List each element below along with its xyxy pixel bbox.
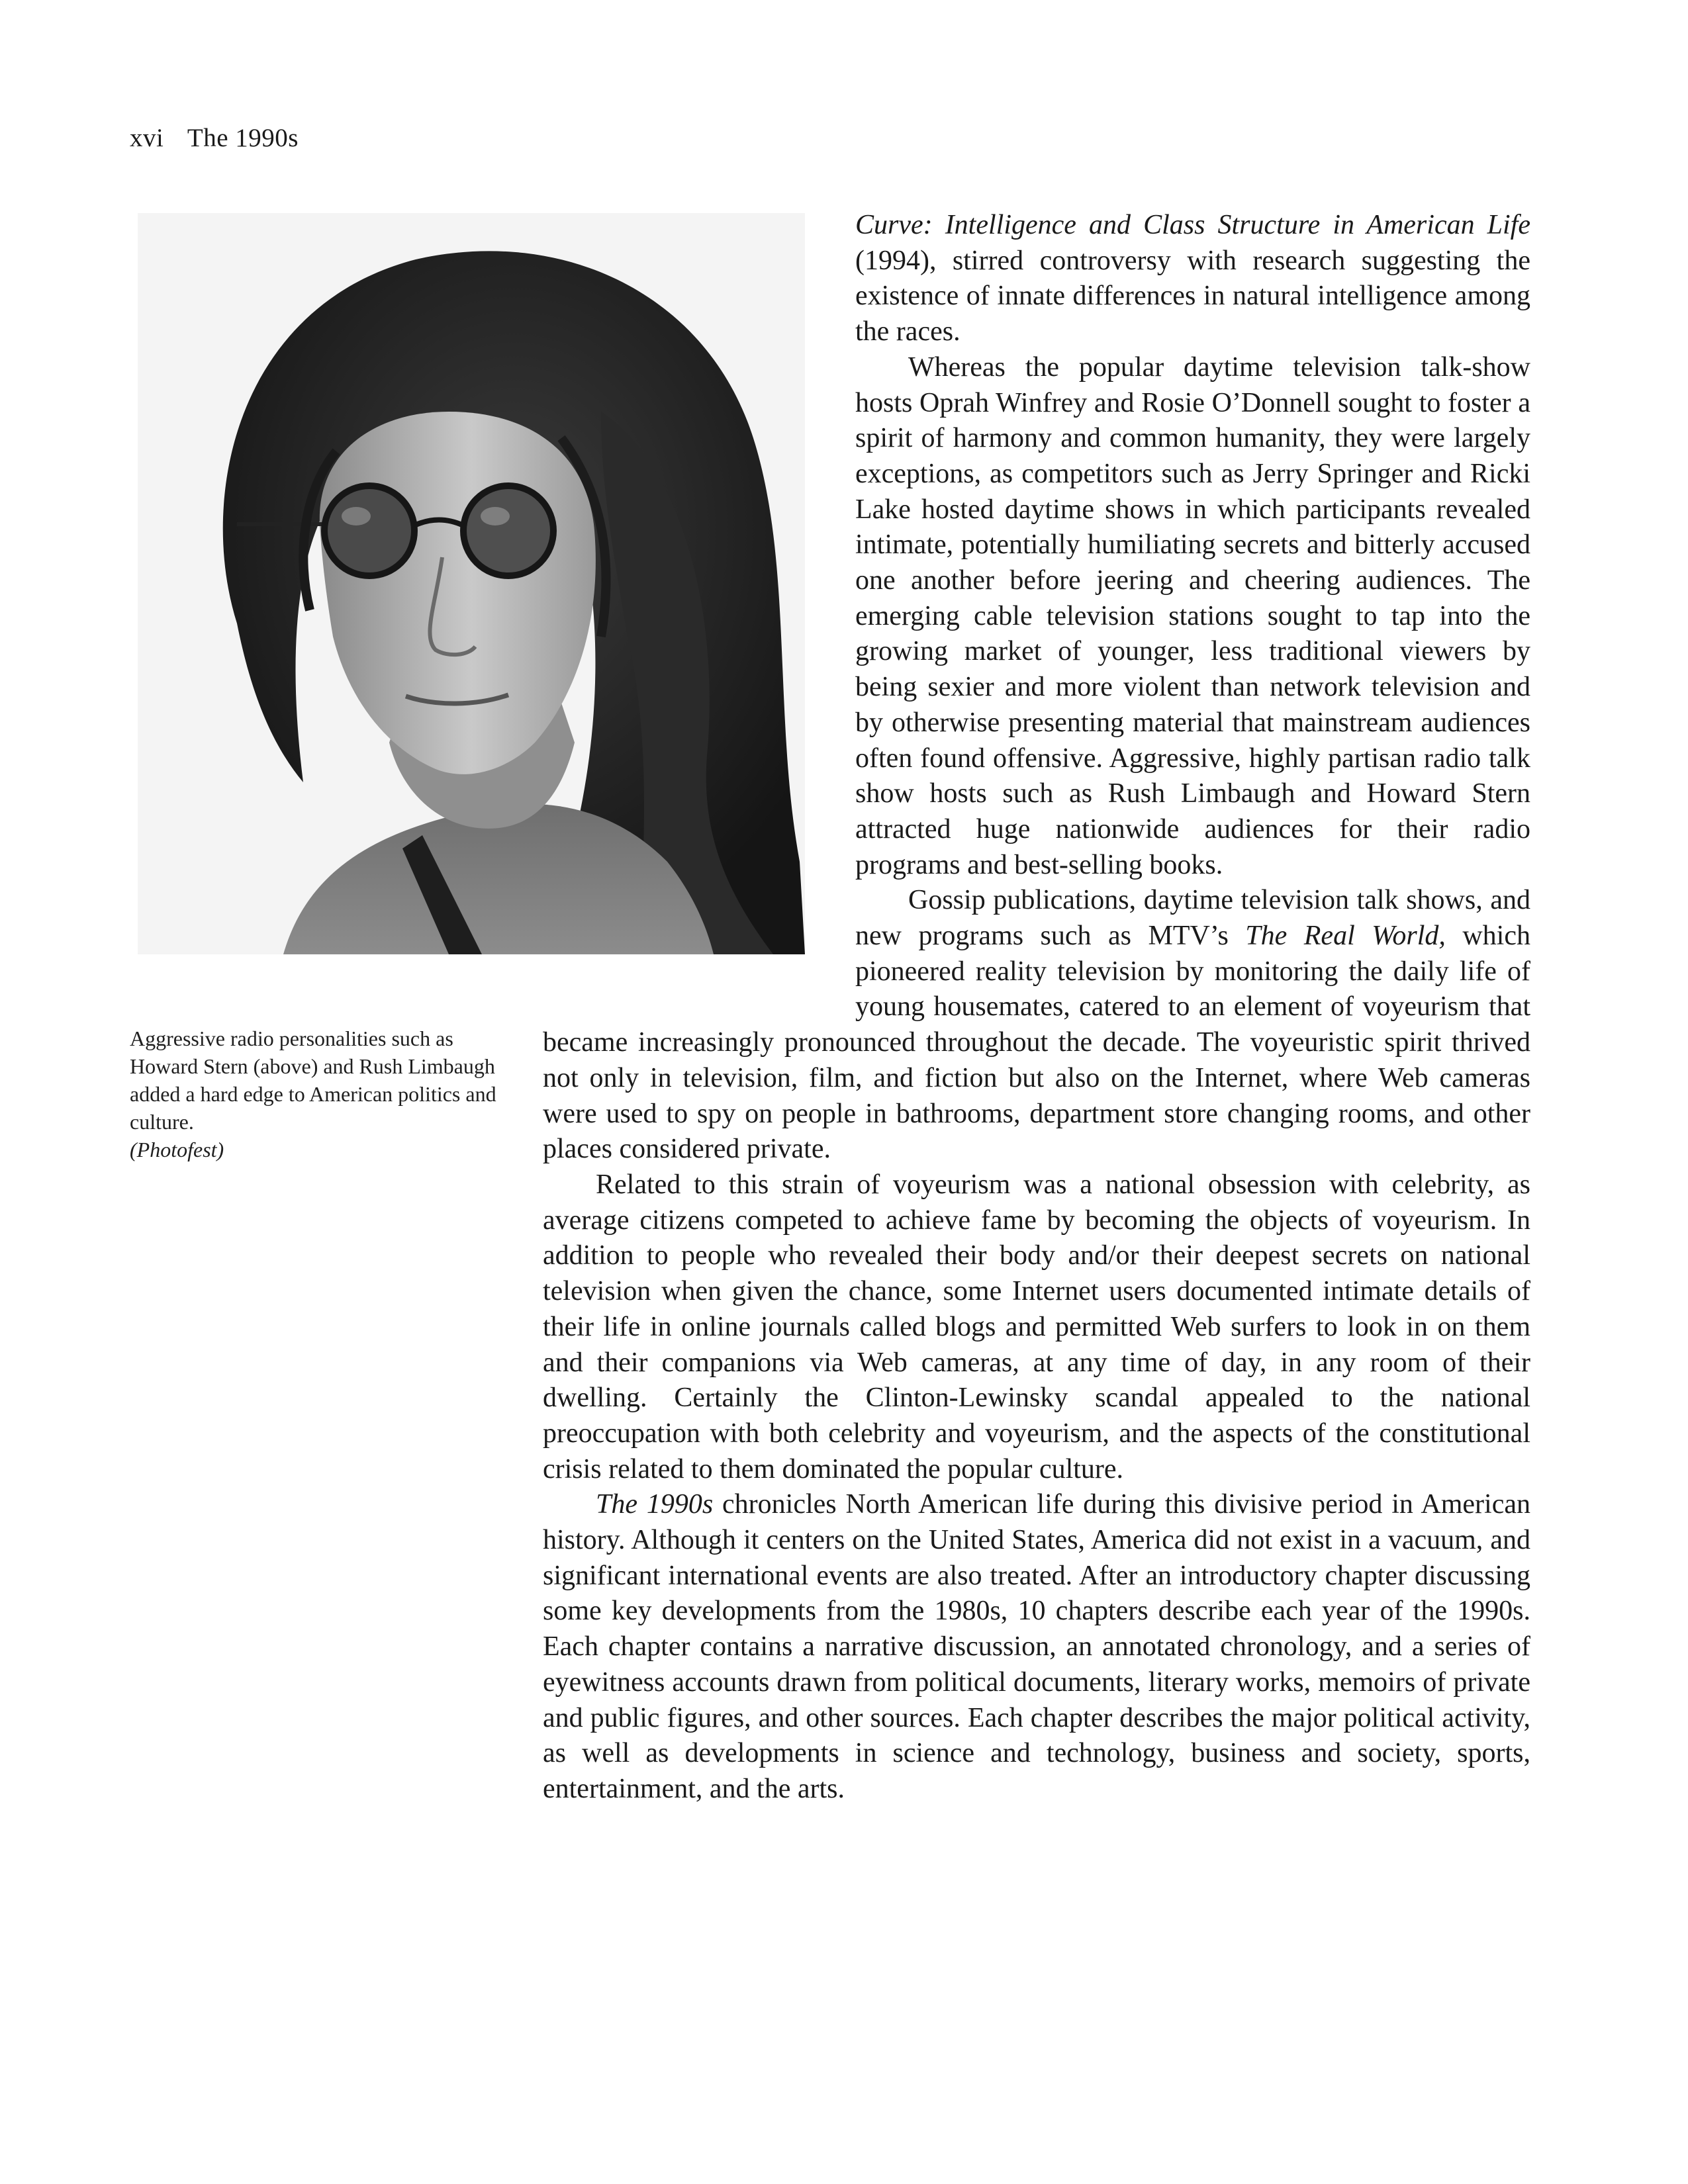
paragraph-3: Gossip publications, daytime television talk shows, and new programs such as MTV’s The Real World, which pioneered reality television by monitoring the daily life of young housemates, catered to an element of voyeurism that became increasingly pronounced throughout the decade. The voyeuristic spirit thrived not only in television, film, and fiction but also on the Internet, where Web cameras were used to spy on people in bathrooms, department store changing rooms, and other places considered private. bbox=[543, 885, 1530, 1165]
book-title-1990s: The 1990s bbox=[596, 1489, 714, 1520]
book-title: Curve: Intelligence and Class Structure in American Life bbox=[855, 210, 1530, 240]
running-title: The 1990s bbox=[187, 124, 299, 152]
paragraph-1: Curve: Intelligence and Class Structure in American Life (1994), stirred controversy with research suggesting the existence of innate differences in natural intelligence among the races. bbox=[855, 210, 1530, 347]
photo-caption bbox=[130, 1024, 500, 1163]
paragraph-5: The 1990s chronicles North American life during this divisive period in American history. Although it centers on the United States, America did not exist in a vacuum, and significant international events are also treated. After an introductory chapter discussing some key developments from the 1980s, 10 chapters describe each year of the 1990s. Each chapter contains a narrative discussion, an annotated chronology, and a series of eyewitness accounts drawn from political documents, literary works, memoirs of private and public figures, and other sources. Each chapter describes the major political activity, as well as developments in science and technology, business and society, sports, entertainment, and the arts. bbox=[543, 1489, 1530, 1804]
show-title: The Real World, bbox=[1245, 921, 1446, 952]
paragraph-2: Whereas the popular daytime television talk-show hosts Oprah Winfrey and Rosie O’Donnell sought to foster a spirit of harmony and common humanity, they were largely exceptions, as competitors such as Jerry Springer and Ricki Lake hosted daytime shows in which participants revealed intimate, potentially humiliating secrets and bitterly accused one another before jeering and cheering audiences. The emerging cable television stations sought to tap into the growing market of younger, less traditional viewers by being sexier and more violent than network television and by otherwise presenting material that mainstream audiences often found offensive. Aggressive, highly partisan radio talk show hosts such as Rush Limbaugh and Howard Stern attracted huge nationwide audiences for their radio programs and best-selling books. bbox=[855, 351, 1530, 880]
running-head bbox=[130, 123, 299, 153]
caption-text: Aggressive radio personalities such as Howard Stern (above) and Rush Limbaugh added a hard edge to American politics and culture. bbox=[130, 1026, 496, 1134]
paragraph-4: Related to this strain of voyeurism was a national obsession with celebrity, as average citizens competed to achieve fame by becoming the objects of voyeurism. In addition to people who revealed their body and/or their deepest secrets on national television when given the chance, some Internet users documented intimate details of their life in online journals called blogs and permitted Web surfers to look in on them and their companions via Web cameras, at any time of day, in any room of their dwelling. Certainly the Clinton-Lewinsky scandal appealed to the national preoccupation with both celebrity and voyeurism, and the aspects of the constitutional crisis related to them dominated the popular culture. bbox=[543, 1169, 1530, 1484]
photo-wrap-spacer bbox=[543, 208, 855, 1025]
photo-credit: (Photofest) bbox=[130, 1138, 224, 1161]
main-column bbox=[543, 208, 1530, 1807]
page-number: xvi bbox=[130, 124, 164, 152]
